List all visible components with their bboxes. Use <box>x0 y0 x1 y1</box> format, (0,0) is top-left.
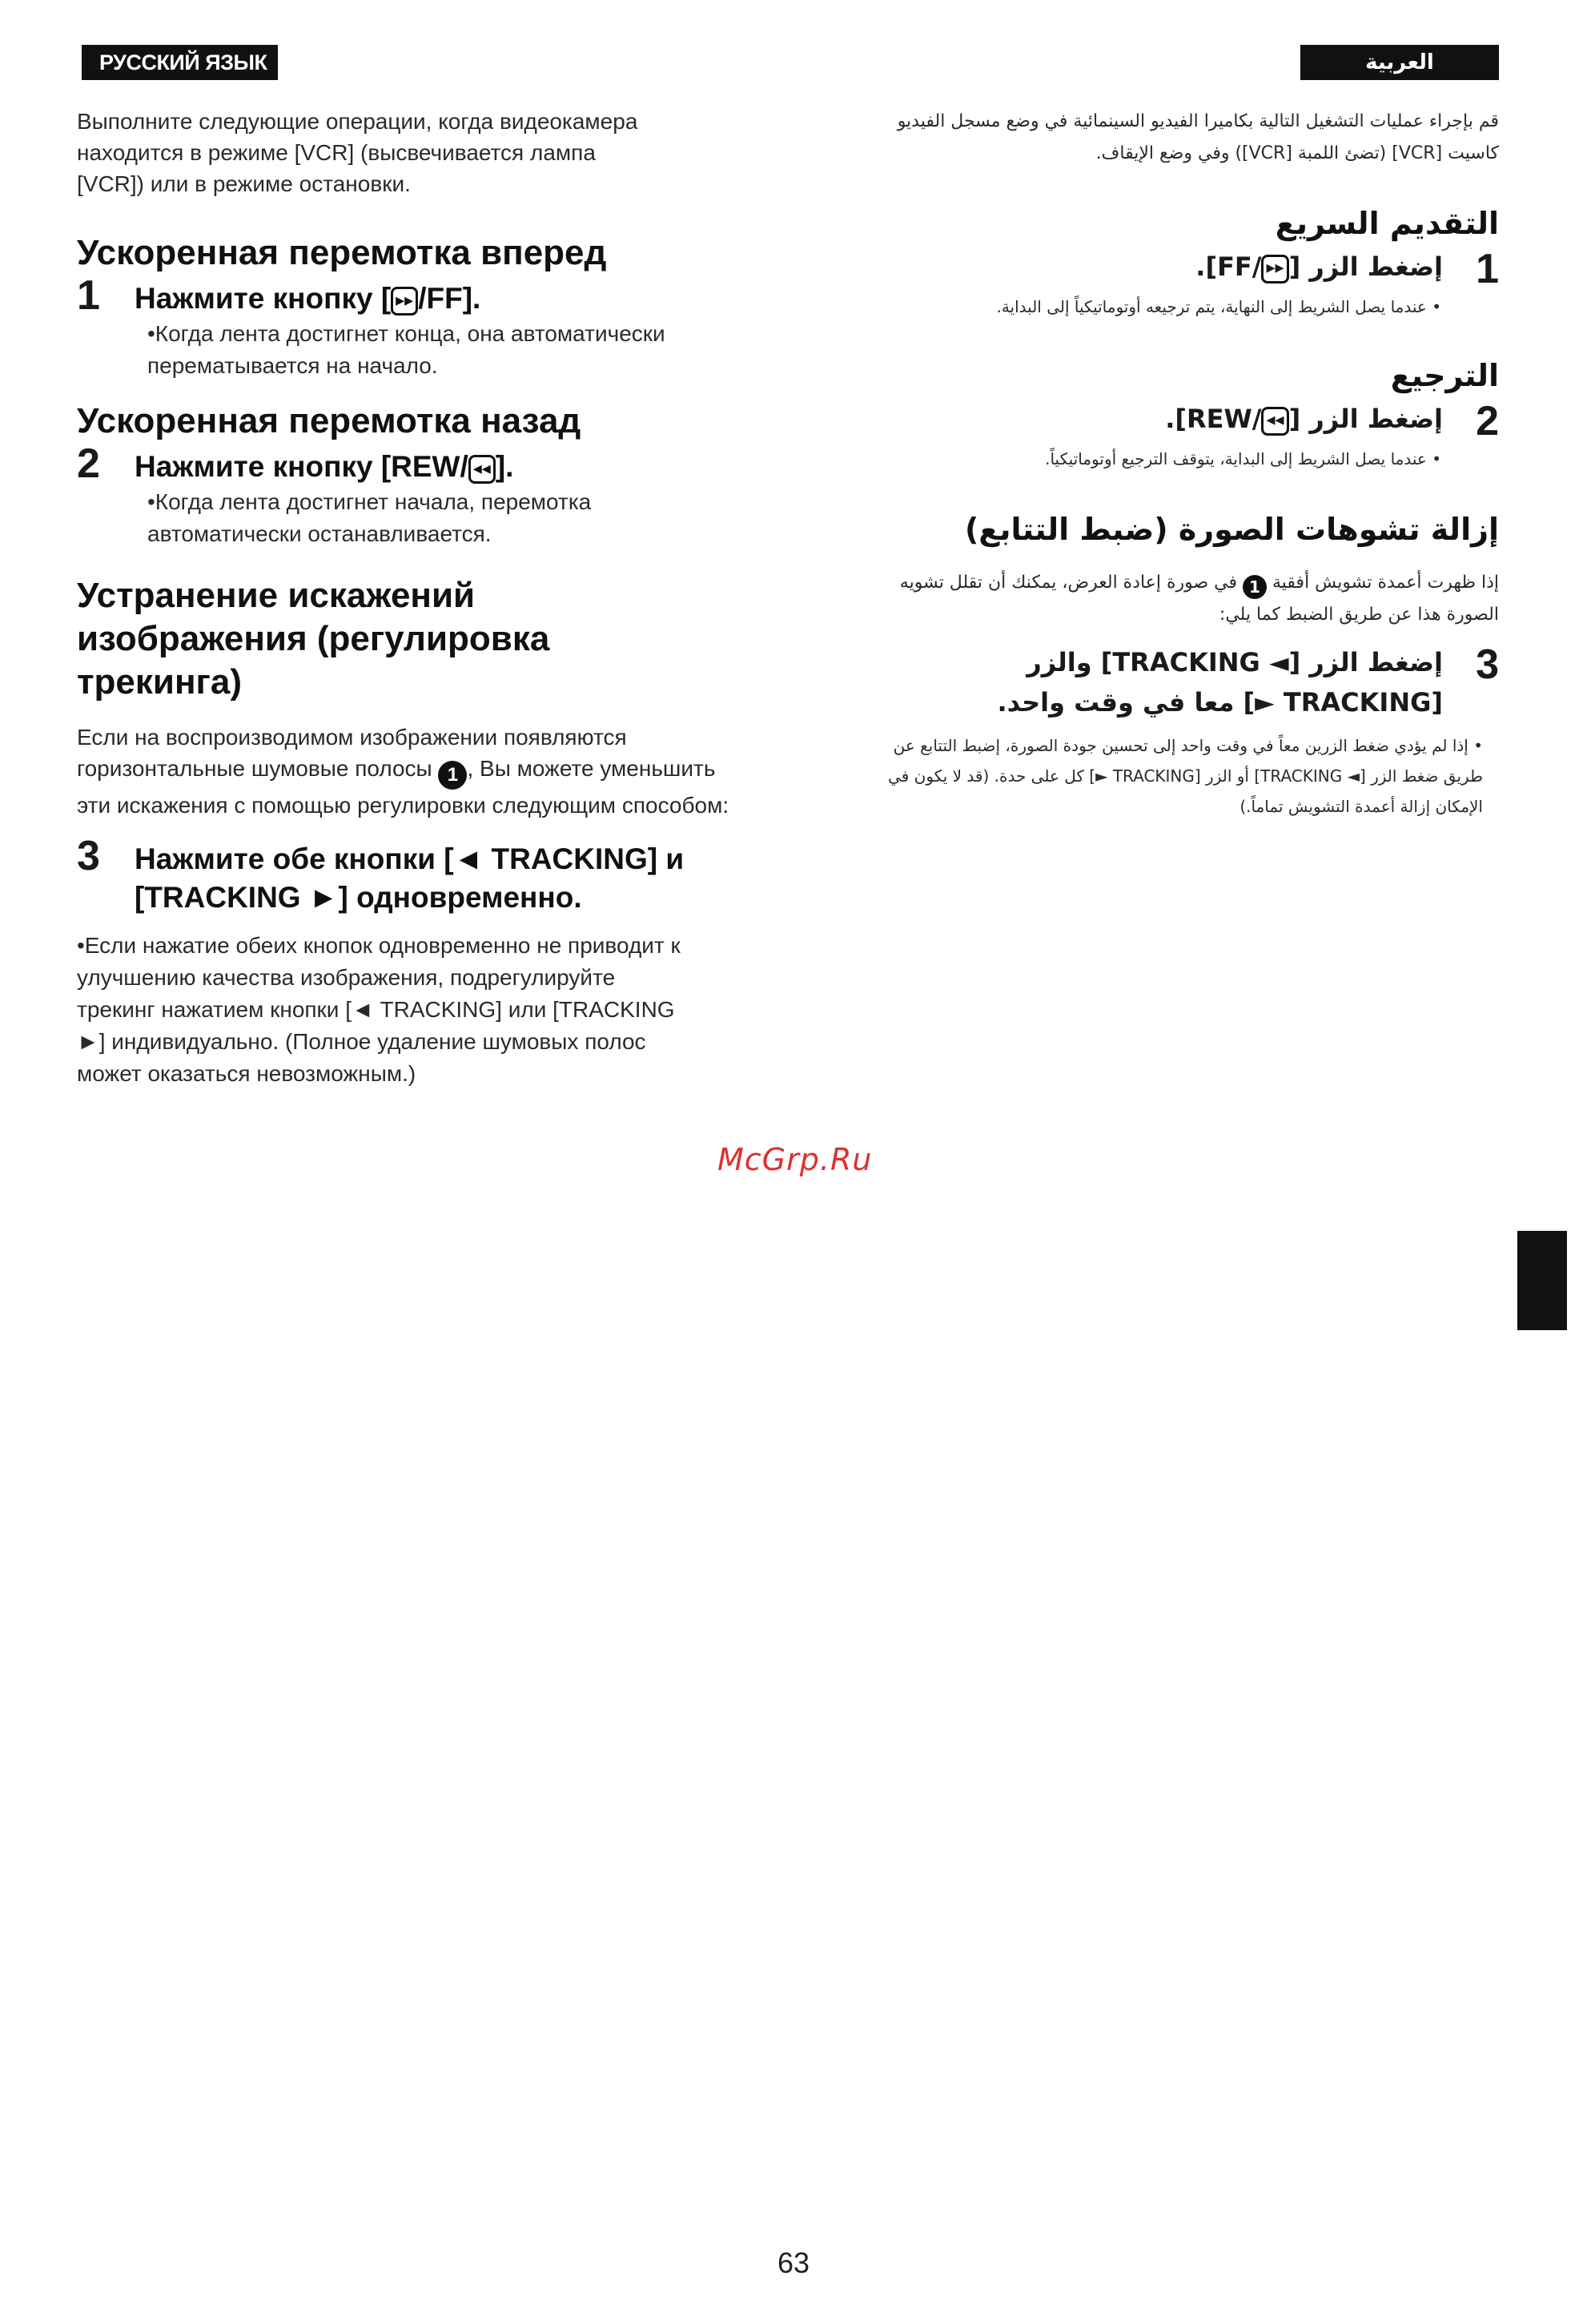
ar-rewind-icon: ◂◂ <box>1261 407 1288 436</box>
ar-ff-step-text: إضغط الزر [▸▸/FF]. <box>1195 251 1443 282</box>
ru-tracking-step-text: Нажмите обе кнопки [◄ TRACKING] и [TRACKING ►] одновременно. <box>135 842 685 914</box>
ar-rew-step <box>865 399 1499 444</box>
rewind-icon: ◂◂ <box>468 455 496 484</box>
ar-tracking-note: • إذا لم يؤدي ضغط الزرين معاً في وقت واحد إلى تحسين جودة الصورة، إضبط التتابع عن طريق ضغط الزر [◄ TRACKING] أو الزر [TRACKING ►] كل على حدة. (قد لا يكون في الإمكان إزالة أعمدة التشويش تماماً.) <box>888 736 1483 816</box>
ru-rew-step-text: Нажмите кнопку [REW/ ◂◂ ]. <box>135 450 514 483</box>
ar-tracking-step-text: إضغط الزر [◄ TRACKING] والزر [TRACKING ►] معا في وقت واحد. <box>997 647 1443 718</box>
ru-tracking-heading: Устранение искажений изображения (регулировка трекинга) <box>77 576 550 702</box>
ru-ff-heading: Ускоренная перемотка вперед <box>77 233 607 272</box>
watermark-text: McGrp.Ru <box>717 1142 873 1177</box>
ru-tracking-body: Если на воспроизводимом изображении появляются горизонтальные шумовые полосы 1 , Вы можете уменьшить эти искажения с помощью регулировки следующим способом: <box>77 725 729 818</box>
ar-ff-step-number: 1 <box>1476 246 1499 292</box>
ru-tracking-step <box>77 835 733 917</box>
ar-rew-note: • عندما يصل الشريط إلى البداية، يتوقف الترجيع أوتوماتيكياً. <box>1045 449 1441 468</box>
ru-ff-step-number: 1 <box>77 272 100 319</box>
ar-tracking-step <box>865 642 1499 722</box>
ar-fast-forward-icon: ▸▸ <box>1261 255 1288 283</box>
ar-marker-1-icon: 1 <box>1243 575 1267 599</box>
ar-tracking-step-number: 3 <box>1476 641 1499 688</box>
russian-language-tab: РУССКИЙ ЯЗЫК <box>82 45 278 80</box>
arabic-language-tab: العربية <box>1300 45 1499 80</box>
ar-rew-step-text: إضغط الزر [◂◂/REW]. <box>1165 404 1443 434</box>
ru-rew-step <box>77 440 733 487</box>
fast-forward-icon: ▸▸ <box>391 287 418 316</box>
ar-ff-note: • عندما يصل الشريط إلى النهاية، يتم ترجيعه أوتوماتيكياً إلى البداية. <box>996 297 1441 316</box>
russian-column <box>77 106 733 1090</box>
ar-ff-step <box>865 247 1499 292</box>
ar-intro: قم بإجراء عمليات التشغيل التالية بكاميرا الفيديو السينمائية في وضع مسجل الفيديو كاسيت [VCR] (تضئ اللمبة [VCR]) وفي وضع الإيقاف. <box>897 111 1499 163</box>
ar-rew-heading: الترجيع <box>1390 358 1499 393</box>
ru-tracking-note: •Если нажатие обеих кнопок одновременно не приводит к улучшению качества изображения, подрегулируйте трекинг нажатием кнопки [◄ TRACKING] или [TRACKING ►] индивидуально. (Полное удаление шумовых полос может оказаться невозможным.) <box>77 933 681 1086</box>
page-number: 63 <box>777 2246 810 2279</box>
side-index-tab <box>1517 1231 1567 1330</box>
ru-rew-heading: Ускоренная перемотка назад <box>77 401 581 440</box>
ar-tracking-heading: إزالة تشوهات الصورة (ضبط التتابع) <box>964 512 1499 547</box>
ru-rew-step-number: 2 <box>77 440 100 487</box>
ru-tracking-step-number: 3 <box>77 833 100 879</box>
arabic-column <box>865 106 1499 822</box>
marker-1-icon: 1 <box>438 761 467 790</box>
ar-ff-heading: التقديم السريع <box>1275 206 1499 241</box>
ru-intro: Выполните следующие операции, когда видеокамера находится в режиме [VCR] (высвечивается лампа [VCR]) или в режиме остановки. <box>77 109 638 196</box>
ru-rew-note: •Когда лента достигнет начала, перемотка автоматически останавливается. <box>147 489 592 546</box>
ru-ff-note: •Когда лента достигнет конца, она автоматически перематывается на начало. <box>147 321 665 378</box>
ru-ff-step <box>77 272 733 319</box>
ru-ff-step-text: Нажмите кнопку [ ▸▸ /FF]. <box>135 282 481 315</box>
ar-tracking-body: إذا ظهرت أعمدة تشويش أفقية 1 في صورة إعادة العرض، يمكنك أن تقلل تشويه الصورة هذا عن طريق الضبط كما يلي: <box>899 573 1499 625</box>
ar-rew-step-number: 2 <box>1476 398 1499 444</box>
